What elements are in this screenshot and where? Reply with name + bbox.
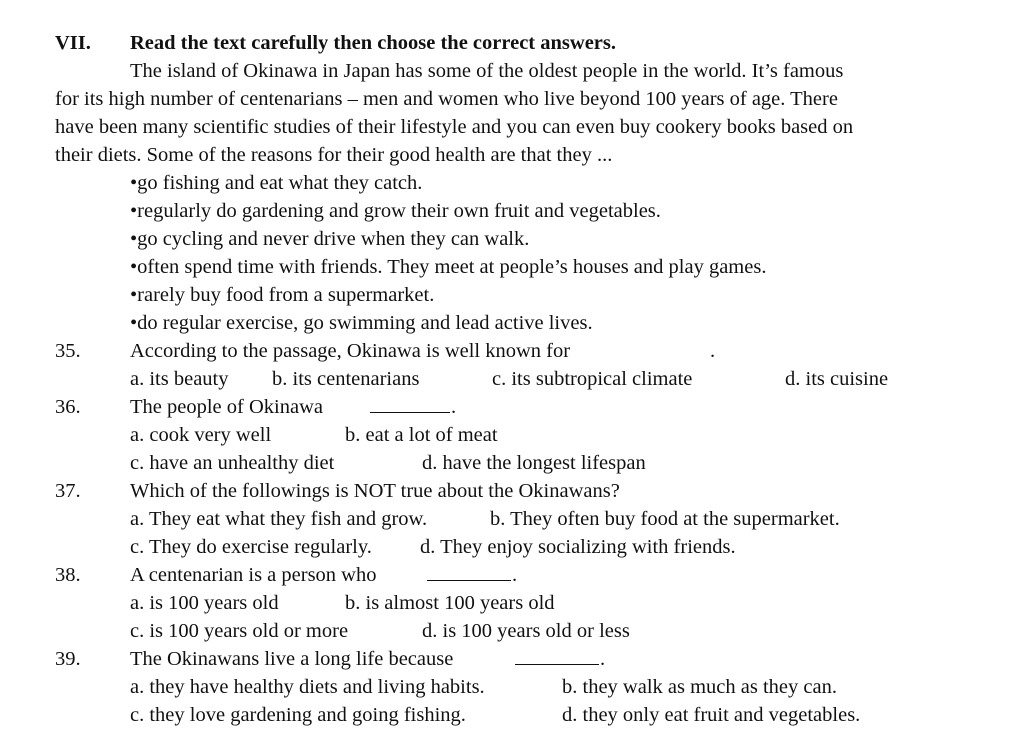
answer-option-a[interactable]: a. its beauty: [130, 368, 229, 390]
answer-option-d[interactable]: d. they only eat fruit and vegetables.: [562, 704, 861, 726]
answer-option-a[interactable]: a. They eat what they fish and grow.: [130, 508, 428, 530]
answer-option-d[interactable]: d. They enjoy socializing with friends.: [420, 536, 736, 558]
answer-blank: [515, 646, 599, 672]
answer-option-c[interactable]: c. they love gardening and going fishing.: [130, 704, 466, 726]
answer-option-c[interactable]: c. have an unhealthy diet: [130, 452, 335, 474]
passage-line: their diets. Some of the reasons for their good health are that they ...: [55, 144, 613, 166]
passage-bullet: •go fishing and eat what they catch.: [130, 172, 423, 194]
passage-bullet: •regularly do gardening and grow their own fruit and vegetables.: [130, 200, 661, 222]
answer-option-c[interactable]: c. its subtropical climate: [492, 368, 693, 390]
question-number: 38.: [55, 564, 81, 586]
question-stem: Which of the followings is NOT true about the Okinawans?: [130, 480, 620, 502]
answer-option-d[interactable]: d. have the longest lifespan: [422, 452, 646, 474]
question-end: .: [600, 648, 606, 670]
question-number: 35.: [55, 340, 81, 362]
answer-option-b[interactable]: b. is almost 100 years old: [345, 592, 555, 614]
answer-option-b[interactable]: b. They often buy food at the supermarket.: [490, 508, 840, 530]
answer-option-d[interactable]: d. is 100 years old or less: [422, 620, 630, 642]
question-end: .: [512, 564, 518, 586]
answer-blank: [427, 562, 511, 588]
question-stem: According to the passage, Okinawa is well known for: [130, 340, 571, 362]
answer-option-a[interactable]: a. they have healthy diets and living habits.: [130, 676, 485, 698]
answer-blank: [370, 394, 450, 420]
section-instruction: Read the text carefully then choose the correct answers.: [130, 32, 616, 54]
passage-line: The island of Okinawa in Japan has some of the oldest people in the world. It’s famous: [130, 60, 844, 82]
passage-bullet: •do regular exercise, go swimming and lead active lives.: [130, 312, 593, 334]
question-stem: The Okinawans live a long life because: [130, 648, 454, 670]
passage-bullet: •rarely buy food from a supermarket.: [130, 284, 435, 306]
answer-option-c[interactable]: c. is 100 years old or more: [130, 620, 349, 642]
question-number: 39.: [55, 648, 81, 670]
passage-line: for its high number of centenarians – men and women who live beyond 100 years of age. There: [55, 88, 838, 110]
answer-option-c[interactable]: c. They do exercise regularly.: [130, 536, 372, 558]
question-stem: A centenarian is a person who: [130, 564, 377, 586]
passage-bullet: •often spend time with friends. They meet at people’s houses and play games.: [130, 256, 767, 278]
answer-option-b[interactable]: b. eat a lot of meat: [345, 424, 498, 446]
section-number: VII.: [55, 32, 91, 54]
answer-option-d[interactable]: d. its cuisine: [785, 368, 889, 390]
passage-bullet: •go cycling and never drive when they can walk.: [130, 228, 530, 250]
question-end: .: [710, 340, 716, 362]
question-number: 36.: [55, 396, 81, 418]
passage-line: have been many scientific studies of their lifestyle and you can even buy cookery books based on: [55, 116, 854, 138]
answer-option-a[interactable]: a. cook very well: [130, 424, 272, 446]
answer-option-b[interactable]: b. they walk as much as they can.: [562, 676, 837, 698]
answer-option-a[interactable]: a. is 100 years old: [130, 592, 279, 614]
question-stem: The people of Okinawa: [130, 396, 323, 418]
answer-option-b[interactable]: b. its centenarians: [272, 368, 420, 390]
question-number: 37.: [55, 480, 81, 502]
question-end: .: [451, 396, 457, 418]
